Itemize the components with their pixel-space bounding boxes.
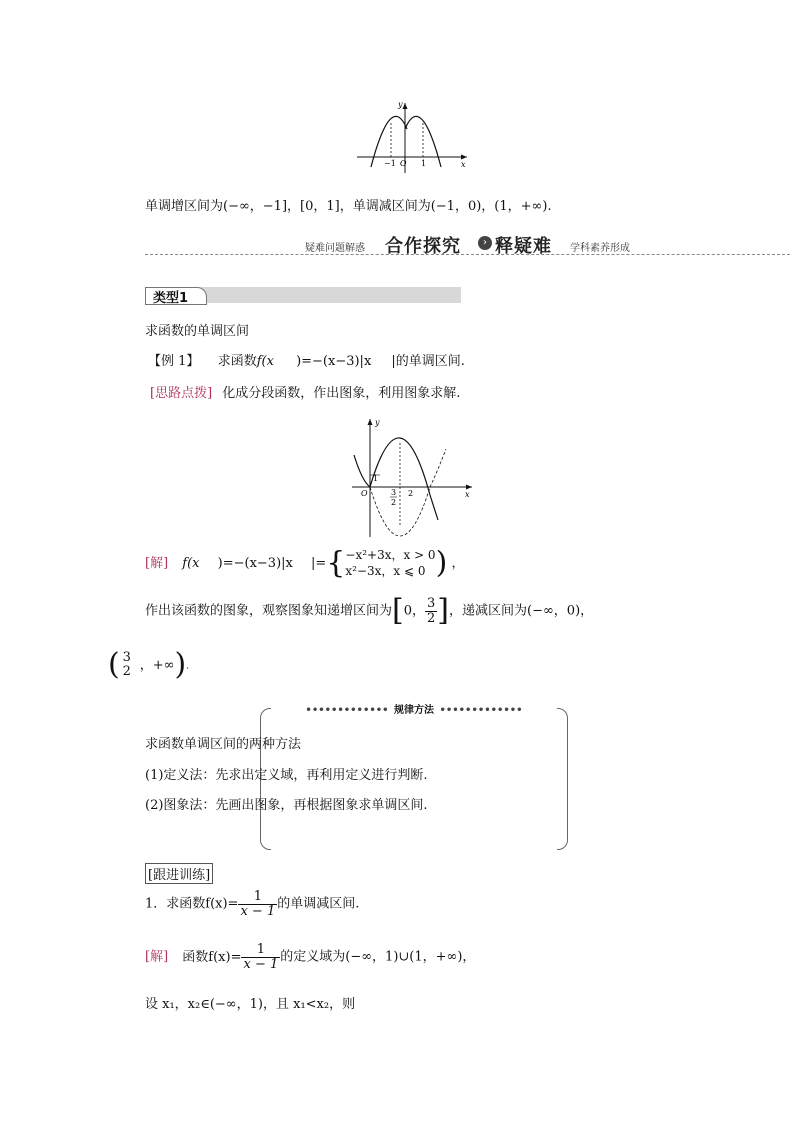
solution-frac-den: 2 xyxy=(427,610,436,626)
solution-line-2 xyxy=(145,593,594,628)
solution-tail: ， xyxy=(451,556,465,572)
practice-tag: [跟进训练] xyxy=(145,863,213,884)
dots-right-icon: ••••••••••••• xyxy=(439,705,523,716)
solution-lhs-b: )=−(x−3)|x xyxy=(217,556,293,572)
graph-symmetric-parabolas xyxy=(355,95,475,175)
practice-solution xyxy=(145,943,475,971)
practice-sol-fraction xyxy=(241,943,280,971)
solution-case-1: −x²+3x，x > 0 xyxy=(345,548,436,562)
graph2-x-label: x xyxy=(465,490,470,499)
graph1-y-label: y xyxy=(398,100,403,109)
graph2-frac-num: 3 xyxy=(391,488,397,497)
graph2-frac-den: 2 xyxy=(391,498,397,507)
hint-text: 化成分段函数，作出图象，利用图象求解. xyxy=(222,386,461,401)
graph1-x-label: x xyxy=(461,160,466,169)
graph2-origin-label: O xyxy=(361,489,368,498)
solution-frac-num: 3 xyxy=(427,595,436,611)
method-title: 求函数单调区间的两种方法 xyxy=(145,737,302,752)
right-paren-icon: ) xyxy=(435,545,448,581)
example-text-c: |的单调区间. xyxy=(391,354,465,369)
method-box-bottom-mask xyxy=(271,845,557,851)
example-tag: 【例 1】 xyxy=(148,354,200,369)
banner-dashed-line xyxy=(145,254,790,255)
method-label: 规律方法 xyxy=(394,705,434,716)
graph2-tick-1: 1 xyxy=(373,474,379,483)
type-label: 类型1 xyxy=(153,291,189,306)
method-item-2: (2)图象法：先画出图象，再根据图象求单调区间. xyxy=(145,798,428,813)
banner-right-text: 学科素养形成 xyxy=(570,243,630,254)
practice-q1-fraction xyxy=(238,890,277,918)
practice-q1-a: 1．求函数f(x)= xyxy=(145,896,239,912)
left-paren-icon: ( xyxy=(108,647,120,682)
dots-left-icon: ••••••••••••• xyxy=(305,705,389,716)
hint-tag: [思路点拨] xyxy=(150,386,213,401)
practice-sol-den: x − 1 xyxy=(243,956,279,972)
solution-line2-c: ，递减区间为(−∞，0)， xyxy=(449,603,594,619)
practice-sol-num: 1 xyxy=(241,943,280,958)
solution-frac2-num: 3 xyxy=(122,650,131,666)
example-fx: f(x xyxy=(256,354,274,369)
graph1-origin-label: O xyxy=(400,159,407,168)
banner-arrow-icon: › xyxy=(478,236,492,250)
solution-line-3: ( 3 2 ，+∞). xyxy=(108,647,190,682)
left-brace-icon: { xyxy=(326,545,346,581)
graph1-tick-1: 1 xyxy=(421,159,427,168)
right-paren-icon-2: ) xyxy=(174,647,187,682)
practice-q1-num: 1 xyxy=(238,890,277,905)
example-text-b: )=−(x−3)|x xyxy=(296,354,372,369)
solution-frac2-den: 2 xyxy=(122,664,131,679)
practice-q1-b: 的单调减区间. xyxy=(277,896,360,912)
practice-question xyxy=(145,890,359,918)
solution-fraction-2 xyxy=(120,651,134,678)
solution-case-2: x²−3x，x ⩽ 0 xyxy=(345,563,426,578)
practice-q1-den: x − 1 xyxy=(240,903,276,919)
method-item-1: (1)定义法：先求出定义域，再利用定义进行判断. xyxy=(145,768,428,783)
solution-line3-tail: ，+∞ xyxy=(139,657,175,673)
example-text-a: 求函数 xyxy=(217,354,257,369)
banner-left-text: 疑难问题解惑 xyxy=(305,243,365,254)
banner-title-1: 合作探究 xyxy=(385,236,461,257)
practice-sol-tag: [解] xyxy=(145,949,169,965)
practice-last-line: 设 x₁，x₂∈(−∞，1)，且 x₁<x₂，则 xyxy=(145,997,356,1012)
type-label-bar xyxy=(145,287,461,306)
hint-line xyxy=(150,382,460,401)
solution-tag: [解] xyxy=(145,556,169,572)
practice-sol-a: 函数f(x)= xyxy=(182,949,242,965)
graph-piecewise-parabola xyxy=(350,415,480,540)
solution-lhs-c: |= xyxy=(311,556,327,572)
method-label-row xyxy=(281,701,547,716)
intervals-line: 单调增区间为(−∞，−1]，[0，1]，单调减区间为(−1，0)，(1，+∞). xyxy=(145,199,552,214)
graph2-y-label: y xyxy=(375,418,380,427)
right-bracket-icon: ] xyxy=(437,593,450,628)
left-bracket-icon: [ xyxy=(392,593,404,628)
graph2-tick-2: 2 xyxy=(408,489,414,498)
graph1-tick-minus1: −1 xyxy=(384,159,396,168)
banner-title-2: 释疑难 xyxy=(495,236,552,257)
section-title: 求函数的单调区间 xyxy=(145,324,250,339)
solution-line2-b: 0， xyxy=(403,603,426,619)
solution-fraction xyxy=(425,597,437,625)
solution-line2-a: 作出该函数的图象，观察图象知递增区间为 xyxy=(145,603,393,619)
practice-sol-b: 的定义域为(−∞，1)∪(1，+∞)， xyxy=(280,949,476,965)
solution-line-1 xyxy=(145,545,465,581)
example-line xyxy=(148,350,465,369)
section-banner xyxy=(145,232,794,256)
solution-lhs-a: f(x xyxy=(182,556,200,572)
